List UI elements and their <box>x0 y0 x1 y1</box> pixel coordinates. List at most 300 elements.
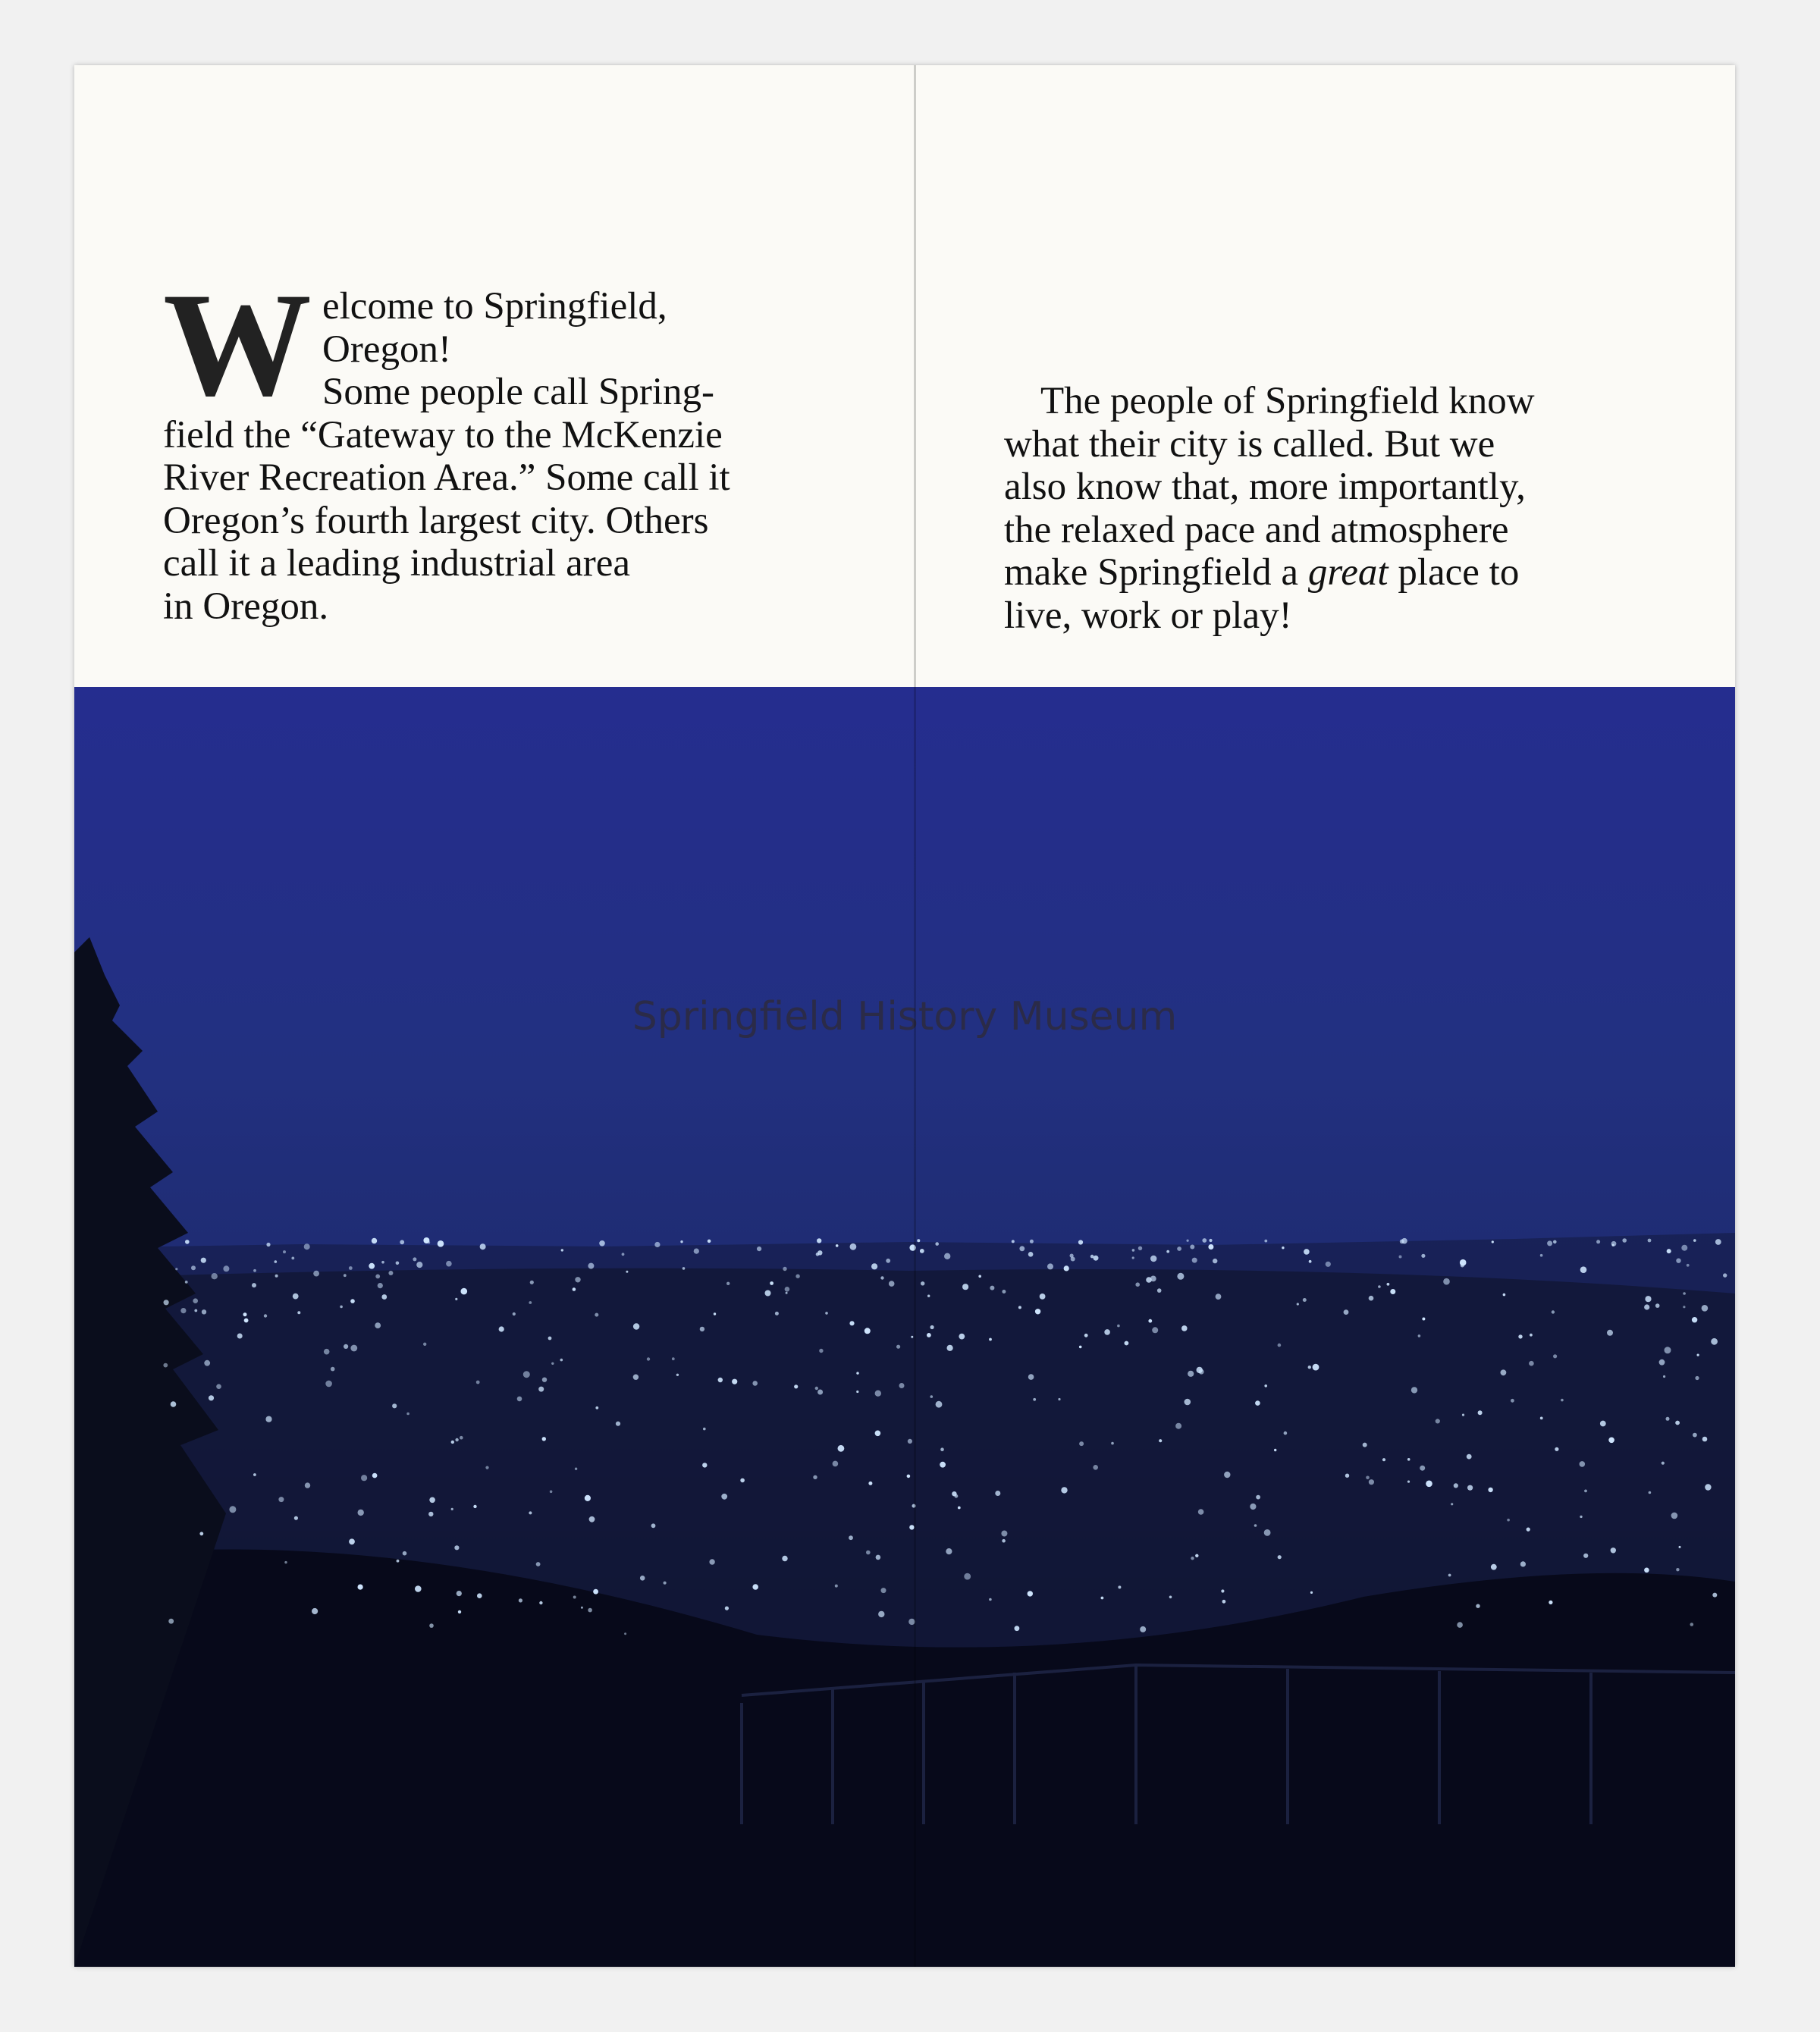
light-dot <box>989 1338 992 1341</box>
light-dot <box>193 1298 198 1303</box>
light-dot <box>294 1516 298 1520</box>
light-dot <box>171 1401 177 1407</box>
text-line: also know that, more importantly, <box>1004 466 1526 508</box>
light-dot <box>959 1334 965 1340</box>
light-dot <box>1278 1555 1282 1559</box>
light-dot <box>1152 1327 1158 1333</box>
light-dot <box>1208 1244 1213 1250</box>
light-dot <box>388 1271 393 1275</box>
light-dot <box>265 1416 271 1422</box>
light-dot <box>1199 1369 1204 1375</box>
light-dot <box>622 1253 625 1256</box>
light-dot <box>1304 1249 1310 1255</box>
light-dot <box>995 1491 1000 1496</box>
light-dot <box>1078 1240 1083 1244</box>
light-dot <box>1125 1341 1129 1346</box>
light-dot <box>1702 1305 1709 1312</box>
light-dot <box>369 1263 375 1269</box>
light-dot <box>1135 1282 1140 1287</box>
light-dot <box>575 1468 577 1470</box>
light-dot <box>1018 1306 1021 1309</box>
light-dot <box>838 1445 845 1452</box>
light-dot <box>397 1560 400 1563</box>
light-dot <box>1166 1250 1169 1253</box>
light-dot <box>381 1294 387 1300</box>
light-dot <box>1583 1554 1588 1558</box>
light-dot <box>782 1556 787 1561</box>
light-dot <box>1221 1589 1224 1592</box>
light-dot <box>1552 1310 1555 1313</box>
light-dot <box>455 1438 458 1441</box>
light-dot <box>1705 1484 1711 1490</box>
light-dot <box>438 1240 444 1247</box>
light-dot <box>1407 1458 1410 1461</box>
light-dot <box>1702 1437 1708 1442</box>
light-dot <box>423 1237 429 1243</box>
light-dot <box>331 1367 335 1372</box>
light-dot <box>770 1281 774 1285</box>
light-dot <box>1711 1338 1718 1345</box>
light-dot <box>868 1482 872 1485</box>
light-dot <box>651 1523 656 1528</box>
light-dot <box>836 1244 839 1247</box>
light-dot <box>538 1387 544 1392</box>
light-dot <box>588 1263 594 1269</box>
light-dot <box>1264 1529 1271 1536</box>
light-dot <box>1192 1258 1197 1263</box>
light-dot <box>1387 1283 1390 1286</box>
light-dot <box>647 1357 650 1360</box>
light-dot <box>1580 1516 1582 1518</box>
light-dot <box>291 1257 294 1260</box>
light-dot <box>616 1422 620 1426</box>
light-dot <box>175 1268 177 1270</box>
text-line: call it a leading industrial area <box>163 542 630 585</box>
light-dot <box>856 1372 858 1374</box>
emphasis-word: great <box>1307 551 1389 594</box>
light-dot <box>917 1239 920 1242</box>
light-dot <box>718 1378 723 1382</box>
light-dot <box>1667 1249 1671 1253</box>
light-dot <box>212 1273 218 1279</box>
light-dot <box>530 1281 534 1284</box>
light-dot <box>850 1243 857 1250</box>
light-dot <box>1549 1601 1552 1604</box>
light-dot <box>1501 1369 1507 1375</box>
light-dot <box>1448 1574 1451 1577</box>
light-dot <box>585 1495 591 1501</box>
light-dot <box>817 1238 821 1243</box>
light-dot <box>1079 1346 1082 1349</box>
city-lights-illustration <box>74 687 1735 1967</box>
light-dot <box>595 1313 598 1317</box>
light-dot <box>185 1281 188 1284</box>
light-dot <box>1695 1376 1699 1380</box>
light-dot <box>164 1300 169 1305</box>
light-dot <box>1382 1458 1385 1461</box>
light-dot <box>896 1345 900 1349</box>
light-dot <box>513 1312 516 1315</box>
light-dot <box>1101 1597 1104 1600</box>
light-dot <box>1084 1334 1088 1337</box>
light-dot <box>640 1576 645 1581</box>
light-dot <box>1584 1490 1587 1493</box>
light-dot <box>880 1276 883 1279</box>
light-dot <box>1596 1240 1600 1243</box>
light-dot <box>1676 1568 1679 1571</box>
light-dot <box>1690 1623 1694 1626</box>
light-dot <box>266 1243 270 1246</box>
light-dot <box>1012 1240 1015 1243</box>
light-dot <box>1540 1417 1543 1420</box>
light-dot <box>989 1598 992 1601</box>
text-panel <box>74 65 1735 687</box>
light-dot <box>930 1395 934 1398</box>
light-dot <box>1462 1414 1464 1416</box>
light-dot <box>253 1269 256 1272</box>
light-dot <box>599 1240 605 1246</box>
light-dot <box>1697 1354 1699 1356</box>
light-dot <box>1175 1423 1181 1429</box>
light-dot <box>849 1321 854 1325</box>
light-dot <box>1662 1462 1665 1465</box>
light-dot <box>1148 1319 1152 1323</box>
light-dot <box>785 1287 790 1292</box>
light-dot <box>349 1538 355 1544</box>
light-dot <box>794 1384 798 1388</box>
light-dot <box>358 1585 363 1590</box>
light-dot <box>786 1292 788 1294</box>
light-dot <box>1278 1344 1282 1347</box>
light-dot <box>529 1511 532 1514</box>
text-segment: make Springfield a <box>1004 551 1308 594</box>
light-dot <box>1693 1433 1697 1438</box>
light-dot <box>1216 1294 1222 1300</box>
light-dot <box>1540 1254 1543 1257</box>
light-dot <box>1553 1354 1557 1358</box>
light-dot <box>324 1349 330 1355</box>
light-dot <box>1140 1626 1146 1632</box>
light-dot <box>1308 1366 1311 1369</box>
light-dot <box>199 1532 203 1535</box>
light-dot <box>1555 1447 1558 1451</box>
light-dot <box>460 1436 463 1440</box>
text-line: elcome to Springfield, <box>322 285 667 328</box>
light-dot <box>1222 1600 1226 1604</box>
light-dot <box>1503 1294 1506 1297</box>
light-dot <box>875 1391 881 1397</box>
light-dot <box>1622 1238 1627 1243</box>
light-dot <box>1104 1329 1110 1335</box>
light-dot <box>813 1475 817 1479</box>
light-dot <box>551 1363 554 1365</box>
light-dot <box>1345 1474 1349 1478</box>
text-line: River Recreation Area.” Some call it <box>163 456 730 499</box>
light-dot <box>752 1584 758 1590</box>
light-dot <box>1369 1296 1374 1301</box>
light-dot <box>680 1240 682 1243</box>
light-dot <box>428 1512 433 1516</box>
light-dot <box>899 1383 905 1388</box>
light-dot <box>1399 1256 1402 1259</box>
light-dot <box>473 1505 476 1508</box>
light-dot <box>1476 1604 1480 1608</box>
light-dot <box>1488 1488 1492 1492</box>
text-line: The people of Springfield know <box>1040 380 1535 422</box>
text-line: Oregon’s fourth largest city. Others <box>163 499 709 542</box>
light-dot <box>216 1384 221 1389</box>
light-dot <box>517 1397 522 1402</box>
light-dot <box>381 1261 384 1264</box>
light-dot <box>1177 1246 1181 1251</box>
light-dot <box>1648 1239 1652 1243</box>
light-dot <box>589 1516 595 1522</box>
light-dot <box>1187 1240 1189 1242</box>
light-dot <box>1467 1485 1473 1491</box>
light-dot <box>1198 1509 1204 1515</box>
light-dot <box>581 1607 583 1609</box>
light-dot <box>416 1262 422 1268</box>
dropcap-letter: W <box>163 262 312 427</box>
light-dot <box>1118 1585 1121 1588</box>
light-dot <box>284 1561 287 1563</box>
light-dot <box>1600 1421 1606 1427</box>
light-dot <box>1150 1256 1156 1262</box>
light-dot <box>1090 1255 1094 1259</box>
light-dot <box>1282 1246 1284 1249</box>
light-dot <box>700 1327 704 1331</box>
light-dot <box>1411 1387 1417 1393</box>
center-fold <box>914 65 916 1967</box>
light-dot <box>244 1319 249 1323</box>
light-dot <box>519 1598 522 1602</box>
light-dot <box>312 1608 318 1614</box>
light-dot <box>1274 1449 1276 1451</box>
light-dot <box>542 1437 546 1441</box>
light-dot <box>927 1295 930 1297</box>
light-dot <box>1378 1285 1381 1288</box>
light-dot <box>1254 1524 1257 1527</box>
light-dot <box>499 1326 504 1331</box>
light-dot <box>726 1282 730 1285</box>
light-dot <box>550 1491 553 1494</box>
light-dot <box>588 1608 592 1613</box>
light-dot <box>1607 1330 1613 1336</box>
light-dot <box>202 1309 206 1314</box>
light-dot <box>1256 1495 1260 1500</box>
light-dot <box>1580 1266 1587 1273</box>
light-dot <box>1035 1309 1040 1314</box>
light-dot <box>372 1238 377 1243</box>
light-dot <box>1117 1325 1120 1328</box>
light-dot <box>1040 1294 1046 1300</box>
light-dot <box>1188 1371 1194 1377</box>
light-dot <box>1303 1298 1307 1302</box>
light-dot <box>709 1559 714 1564</box>
light-dot <box>955 1494 959 1498</box>
light-dot <box>400 1240 404 1244</box>
light-dot <box>940 1447 944 1451</box>
light-dot <box>593 1589 598 1595</box>
light-dot <box>1644 1304 1649 1309</box>
watermark: Springfield History Museum <box>632 994 1178 1040</box>
light-dot <box>1547 1240 1552 1246</box>
light-dot <box>1363 1443 1367 1447</box>
light-dot <box>866 1551 871 1555</box>
light-dot <box>881 1588 886 1593</box>
light-dot <box>1530 1334 1533 1337</box>
light-dot <box>451 1441 454 1444</box>
light-dot <box>816 1253 820 1256</box>
light-dot <box>765 1290 771 1297</box>
light-dot <box>283 1250 286 1253</box>
light-dot <box>908 1439 912 1444</box>
light-dot <box>163 1363 168 1368</box>
light-dot <box>375 1275 380 1279</box>
light-dot <box>191 1265 196 1270</box>
light-dot <box>1366 1476 1370 1480</box>
light-dot <box>243 1312 247 1316</box>
light-dot <box>757 1246 761 1251</box>
light-dot <box>344 1344 348 1349</box>
light-dot <box>875 1431 881 1437</box>
light-dot <box>1491 1564 1497 1570</box>
light-dot <box>795 1275 799 1278</box>
light-dot <box>702 1463 707 1467</box>
text-line <box>1004 551 1687 594</box>
light-dot <box>1666 1417 1670 1421</box>
light-dot <box>1460 1259 1467 1266</box>
light-dot <box>1190 1245 1194 1250</box>
light-dot <box>168 1619 174 1624</box>
light-dot <box>313 1271 319 1277</box>
light-dot <box>825 1312 828 1315</box>
light-dot <box>1002 1539 1006 1543</box>
light-dot <box>573 1596 576 1599</box>
light-dot <box>911 1336 913 1338</box>
light-dot <box>676 1374 679 1376</box>
light-dot <box>1344 1309 1349 1315</box>
light-dot <box>1420 1466 1425 1471</box>
light-dot <box>523 1371 530 1378</box>
light-dot <box>1467 1454 1472 1460</box>
light-dot <box>542 1378 547 1382</box>
light-dot <box>1132 1256 1134 1259</box>
light-dot <box>732 1379 737 1384</box>
light-dot <box>1264 1240 1267 1243</box>
light-dot <box>672 1357 675 1360</box>
light-dot <box>1421 1254 1425 1258</box>
light-dot <box>1255 1400 1260 1406</box>
light-dot <box>819 1349 823 1353</box>
light-dot <box>378 1283 383 1288</box>
light-dot <box>415 1585 422 1592</box>
light-dot <box>752 1381 758 1386</box>
light-dot <box>1191 1557 1194 1560</box>
light-dot <box>694 1249 699 1254</box>
light-dot <box>703 1428 706 1431</box>
light-dot <box>476 1381 480 1384</box>
light-dot <box>180 1308 186 1313</box>
text-line: what their city is called. But we <box>1004 422 1495 466</box>
light-dot <box>1492 1240 1494 1243</box>
light-dot <box>560 1359 563 1362</box>
light-dot <box>944 1253 950 1259</box>
light-dot <box>1723 1273 1727 1277</box>
light-dot <box>1692 1317 1697 1322</box>
light-dot <box>1675 1421 1680 1425</box>
light-dot <box>1712 1593 1717 1598</box>
light-dot <box>446 1261 452 1267</box>
light-dot <box>1028 1374 1034 1380</box>
light-dot <box>1185 1399 1191 1406</box>
light-dot <box>536 1562 541 1566</box>
light-dot <box>561 1249 563 1251</box>
light-dot <box>1159 1439 1162 1442</box>
light-dot <box>372 1473 378 1479</box>
light-dot <box>1665 1347 1671 1353</box>
light-dot <box>1507 1519 1510 1522</box>
light-dot <box>1157 1288 1162 1293</box>
light-dot <box>1663 1375 1665 1378</box>
light-dot <box>293 1294 299 1300</box>
light-dot <box>1169 1596 1172 1599</box>
light-dot <box>940 1462 946 1468</box>
light-dot <box>1422 1318 1425 1321</box>
light-dot <box>458 1610 461 1613</box>
light-dot <box>1264 1384 1267 1388</box>
light-dot <box>305 1482 310 1488</box>
light-dot <box>1033 1398 1036 1401</box>
light-dot <box>1436 1419 1440 1423</box>
light-dot <box>871 1263 877 1269</box>
light-dot <box>1679 1546 1681 1548</box>
light-dot <box>575 1277 580 1282</box>
light-dot <box>1611 1548 1616 1553</box>
light-dot <box>1390 1289 1395 1294</box>
light-dot <box>201 1258 206 1263</box>
light-dot <box>978 1275 981 1278</box>
light-dot <box>457 1591 462 1596</box>
light-dot <box>1213 1259 1217 1263</box>
light-dot <box>633 1323 639 1329</box>
light-dot <box>889 1281 895 1287</box>
light-dot <box>1693 1239 1696 1242</box>
light-dot <box>849 1535 853 1540</box>
light-dot <box>1028 1252 1034 1257</box>
light-dot <box>278 1497 284 1502</box>
light-dot <box>264 1314 267 1317</box>
light-dot <box>423 1343 426 1346</box>
light-dot <box>229 1506 236 1513</box>
light-dot <box>740 1479 745 1483</box>
light-dot <box>907 1475 911 1479</box>
light-dot <box>920 1249 924 1253</box>
light-dot <box>252 1283 256 1287</box>
text-line: Oregon! <box>322 328 451 371</box>
light-dot <box>539 1601 542 1604</box>
light-dot <box>1326 1262 1331 1267</box>
light-dot <box>1002 1290 1006 1294</box>
light-dot <box>375 1322 381 1328</box>
light-dot <box>1527 1528 1530 1532</box>
light-dot <box>1529 1361 1534 1366</box>
light-dot <box>477 1593 482 1598</box>
light-dot <box>548 1337 552 1341</box>
light-dot <box>451 1508 453 1510</box>
light-dot <box>725 1607 729 1610</box>
light-dot <box>223 1265 229 1272</box>
